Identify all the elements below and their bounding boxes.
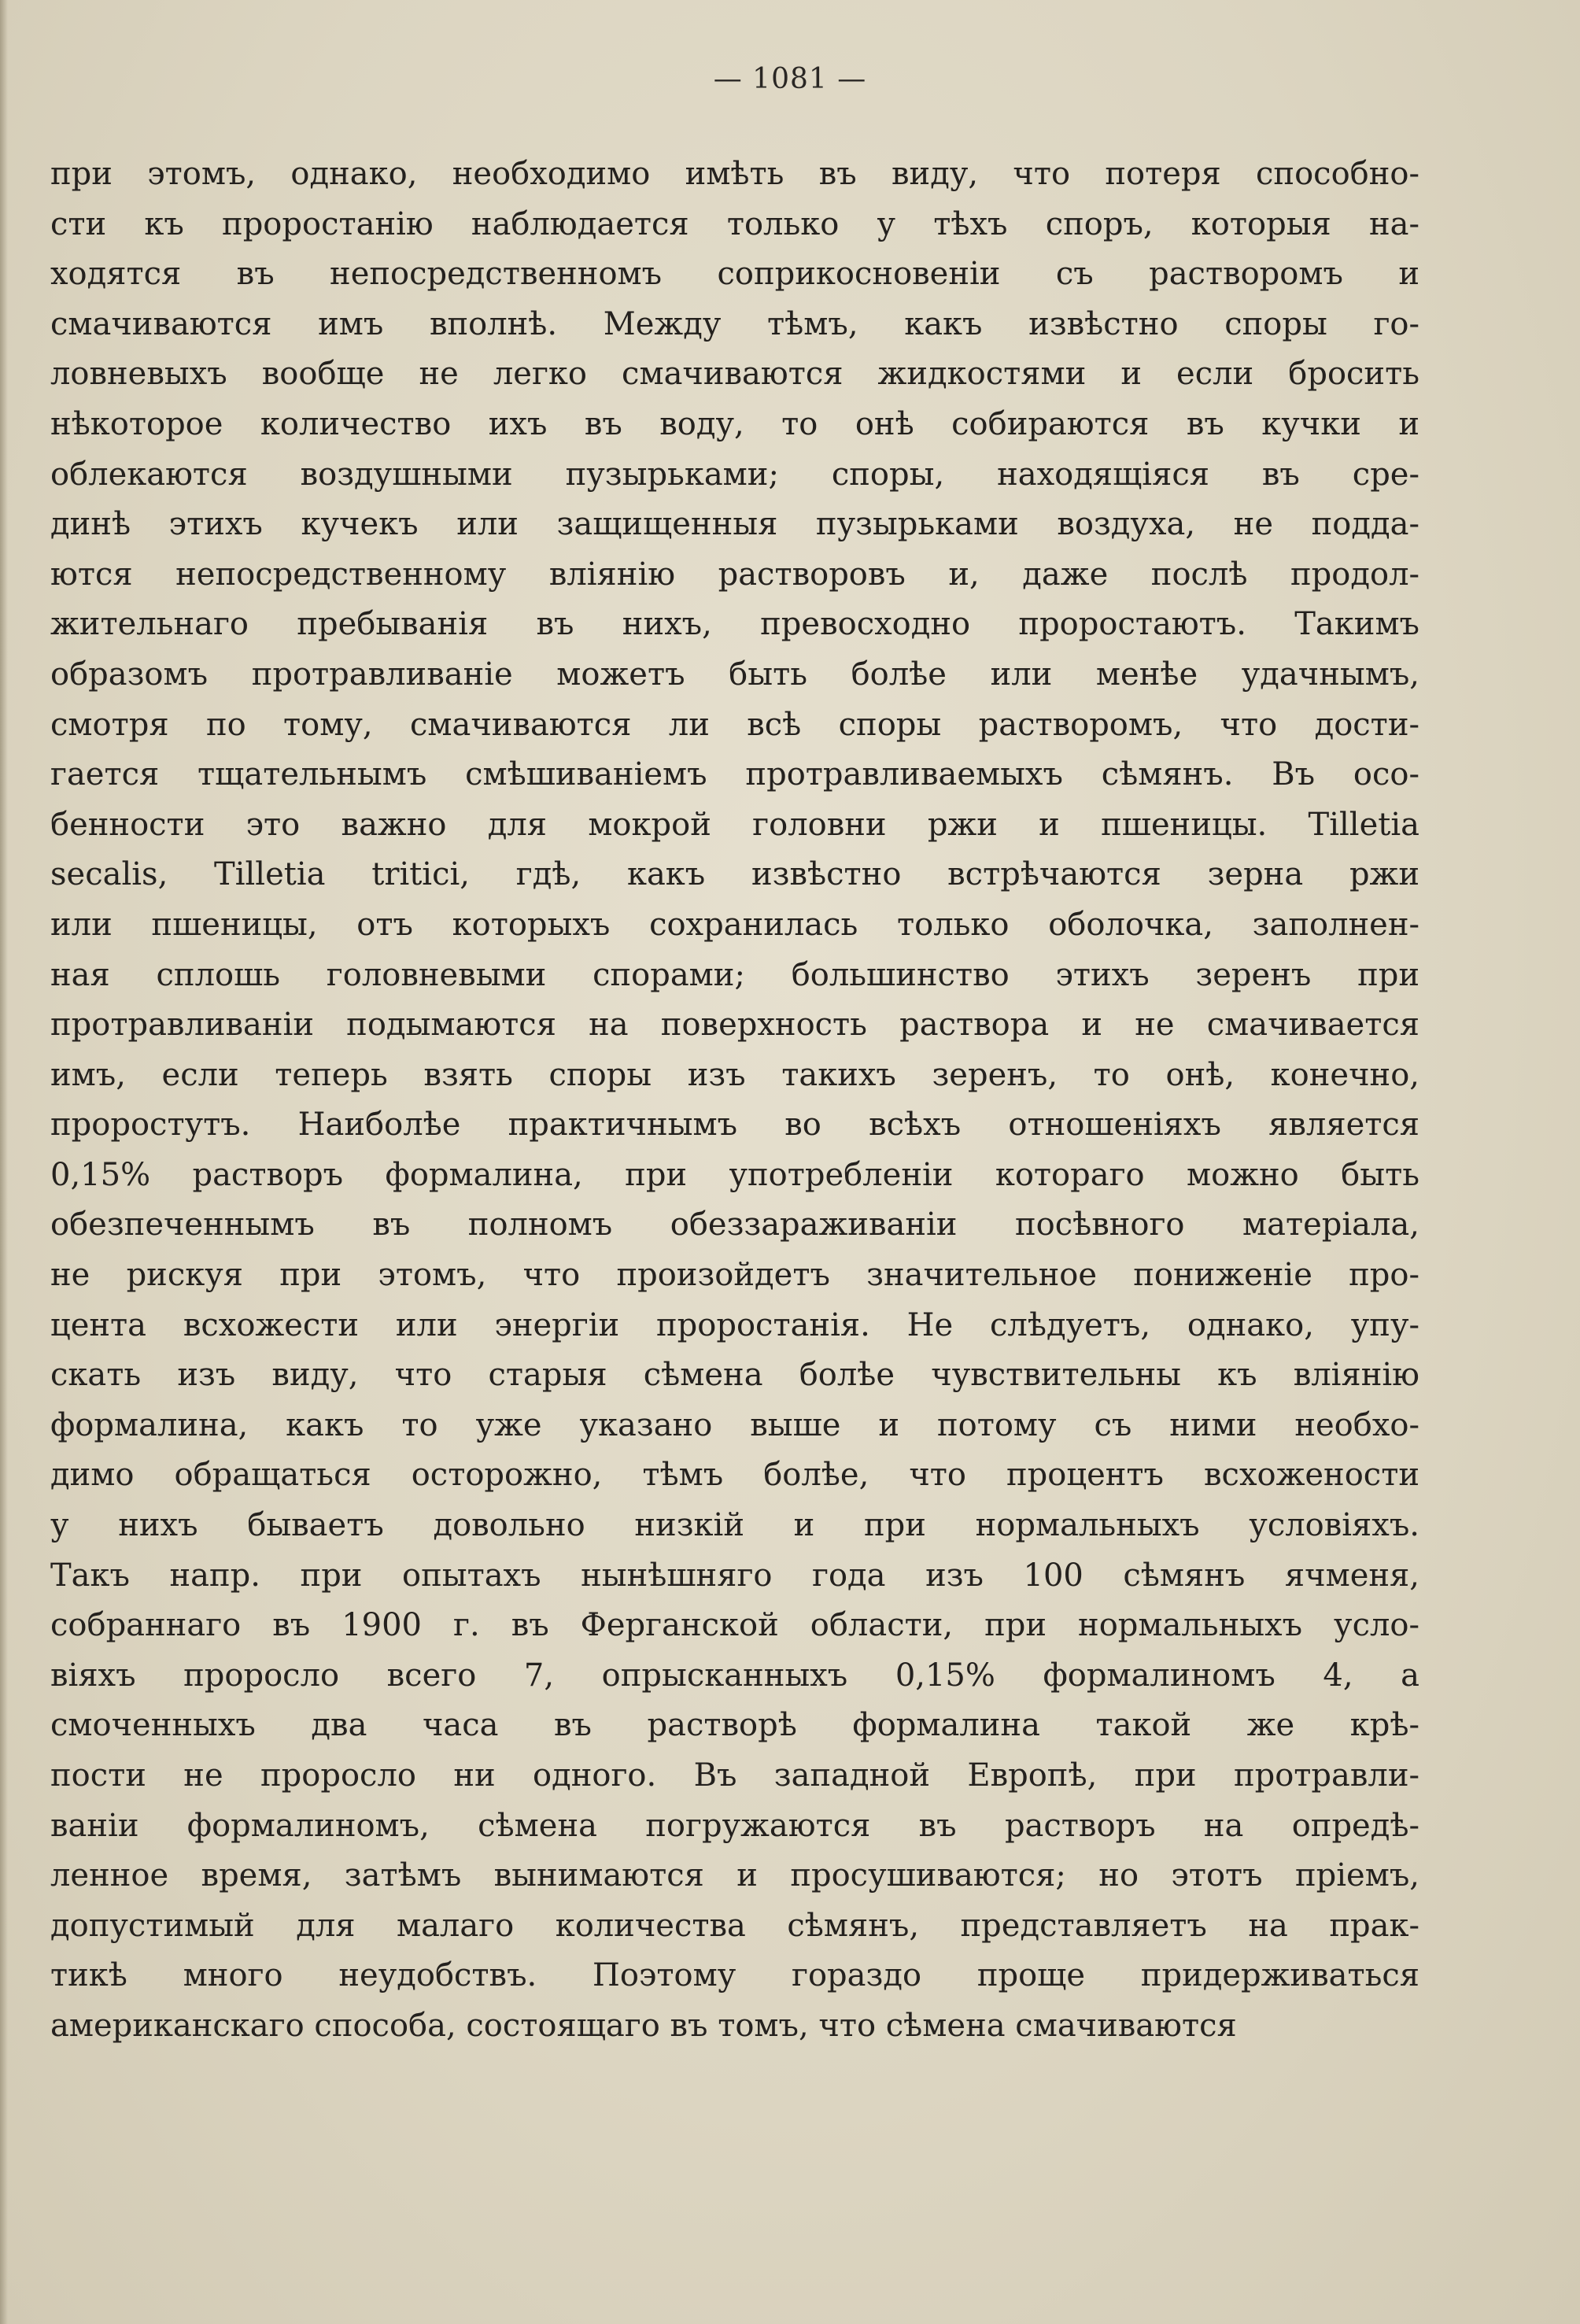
text-line: смотря по тому, смачиваются ли всѣ споры растворомъ, что дости- (50, 706, 1419, 743)
text-line: динѣ этихъ кучекъ или защищенныя пузырьками воздуха, не подда- (50, 506, 1419, 543)
text-line: смоченныхъ два часа въ растворѣ формалина такой же крѣ- (50, 1707, 1419, 1744)
text-line: ются непосредственному вліянію растворовъ и, даже послѣ продол- (50, 556, 1419, 593)
text-line: віяхъ проросло всего 7, опрысканныхъ 0,15% формалиномъ 4, а (50, 1657, 1419, 1694)
text-line: протравливаніи подымаются на поверхность раствора и не смачивается (50, 1007, 1419, 1044)
text-line: ходятся въ непосредственномъ соприкосновеніи съ растворомъ и (50, 256, 1419, 293)
text-line: пости не проросло ни одного. Въ западной Европѣ, при протравли- (50, 1757, 1419, 1794)
page-number: — 1081 — (713, 63, 867, 95)
text-line: ваніи формалиномъ, сѣмена погружаются въ растворъ на опредѣ- (50, 1807, 1419, 1844)
text-line: Такъ напр. при опытахъ нынѣшняго года изъ 100 сѣмянъ ячменя, (50, 1557, 1419, 1594)
text-line: собраннаго въ 1900 г. въ Ферганской области, при нормальныхъ усло- (50, 1607, 1419, 1644)
text-line: американскаго способа, состоящаго въ томъ, что сѣмена смачиваются (50, 2007, 1237, 2044)
body-text (50, 150, 1419, 2052)
text-line: проростутъ. Наиболѣе практичнымъ во всѣхъ отношеніяхъ является (50, 1107, 1419, 1144)
text-line: нѣкоторое количество ихъ въ воду, то онѣ собираются въ кучки и (50, 405, 1419, 442)
text-line: цента всхожести или энергіи проростанія. Не слѣдуетъ, однако, упу- (50, 1306, 1419, 1343)
text-line: ловневыхъ вообще не легко смачиваются жидкостями и если бросить (50, 356, 1419, 393)
text-line: допустимый для малаго количества сѣмянъ, представляетъ на прак- (50, 1907, 1419, 1944)
text-line: облекаются воздушными пузырьками; споры, находящіяся въ сре- (50, 456, 1419, 493)
text-line: смачиваются имъ вполнѣ. Между тѣмъ, какъ извѣстно споры го- (50, 305, 1419, 342)
text-line: secalis, Tilletia tritici, гдѣ, какъ извѣстно встрѣчаются зерна ржи (50, 856, 1419, 893)
text-line: тикѣ много неудобствъ. Поэтому гораздо проще придерживаться (50, 1957, 1419, 1994)
text-line: ленное время, затѣмъ вынимаются и просушиваются; но этотъ пріемъ, (50, 1857, 1419, 1894)
text-line: образомъ протравливаніе можетъ быть болѣе или менѣе удачнымъ, (50, 656, 1419, 693)
text-line: у нихъ бываетъ довольно низкій и при нормальныхъ условіяхъ. (50, 1507, 1419, 1544)
text-line: димо обращаться осторожно, тѣмъ болѣе, что процентъ всхожености (50, 1457, 1419, 1494)
text-line: имъ, если теперь взять споры изъ такихъ зеренъ, то онѣ, конечно, (50, 1056, 1419, 1093)
text-line: 0,15% растворъ формалина, при употребленіи котораго можно быть (50, 1156, 1419, 1193)
text-line: жительнаго пребыванія въ нихъ, превосходно проростаютъ. Такимъ (50, 606, 1419, 643)
text-line: сти къ проростанію наблюдается только у тѣхъ споръ, которыя на- (50, 205, 1419, 242)
page-edge-shadow (0, 0, 8, 2324)
text-line: формалина, какъ то уже указано выше и потому съ ними необхо- (50, 1406, 1419, 1443)
text-line: при этомъ, однако, необходимо имѣть въ виду, что потеря способно- (50, 156, 1419, 192)
text-line: ная сплошь головневыми спорами; большинство этихъ зеренъ при (50, 956, 1419, 993)
text-line: или пшеницы, отъ которыхъ сохранилась только оболочка, заполнен- (50, 906, 1419, 943)
text-line: бенности это важно для мокрой головни ржи и пшеницы. Tilletia (50, 806, 1419, 843)
text-line: скать изъ виду, что старыя сѣмена болѣе чувствительны къ вліянію (50, 1357, 1419, 1394)
text-line: не рискуя при этомъ, что произойдетъ значительное пониженіе про- (50, 1257, 1419, 1294)
text-line: обезпеченнымъ въ полномъ обеззараживаніи посѣвного матеріала, (50, 1206, 1419, 1243)
text-line: гается тщательнымъ смѣшиваніемъ протравливаемыхъ сѣмянъ. Въ осо- (50, 756, 1419, 793)
